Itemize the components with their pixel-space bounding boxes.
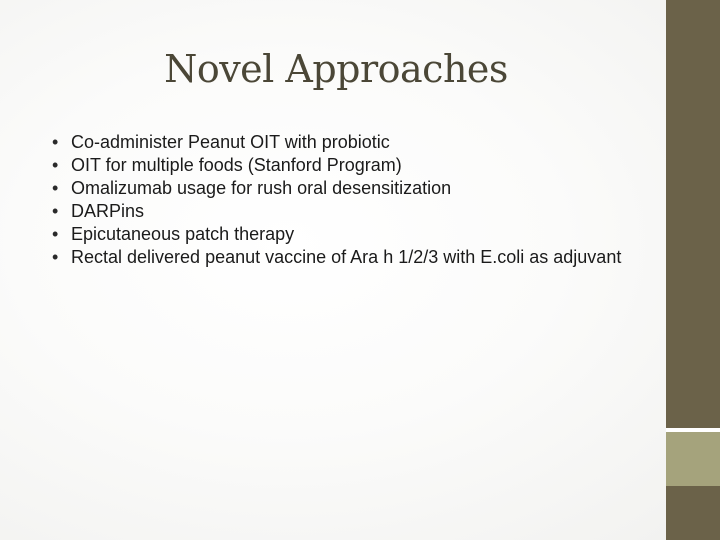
- bullet-item: • Epicutaneous patch therapy: [52, 223, 642, 246]
- bullet-item: • Co-administer Peanut OIT with probiotic: [52, 131, 642, 154]
- bullet-list: [52, 131, 642, 269]
- sidebar-accent-block: [666, 432, 720, 486]
- bullet-item: • OIT for multiple foods (Stanford Program): [52, 154, 642, 177]
- bullet-item: • Omalizumab usage for rush oral desensitization: [52, 177, 642, 200]
- slide-title: Novel Approaches: [164, 47, 508, 91]
- bullet-item: • DARPins: [52, 200, 642, 223]
- bullet-item: • Rectal delivered peanut vaccine of Ara h 1/2/3 with E.coli as adjuvant: [52, 246, 642, 269]
